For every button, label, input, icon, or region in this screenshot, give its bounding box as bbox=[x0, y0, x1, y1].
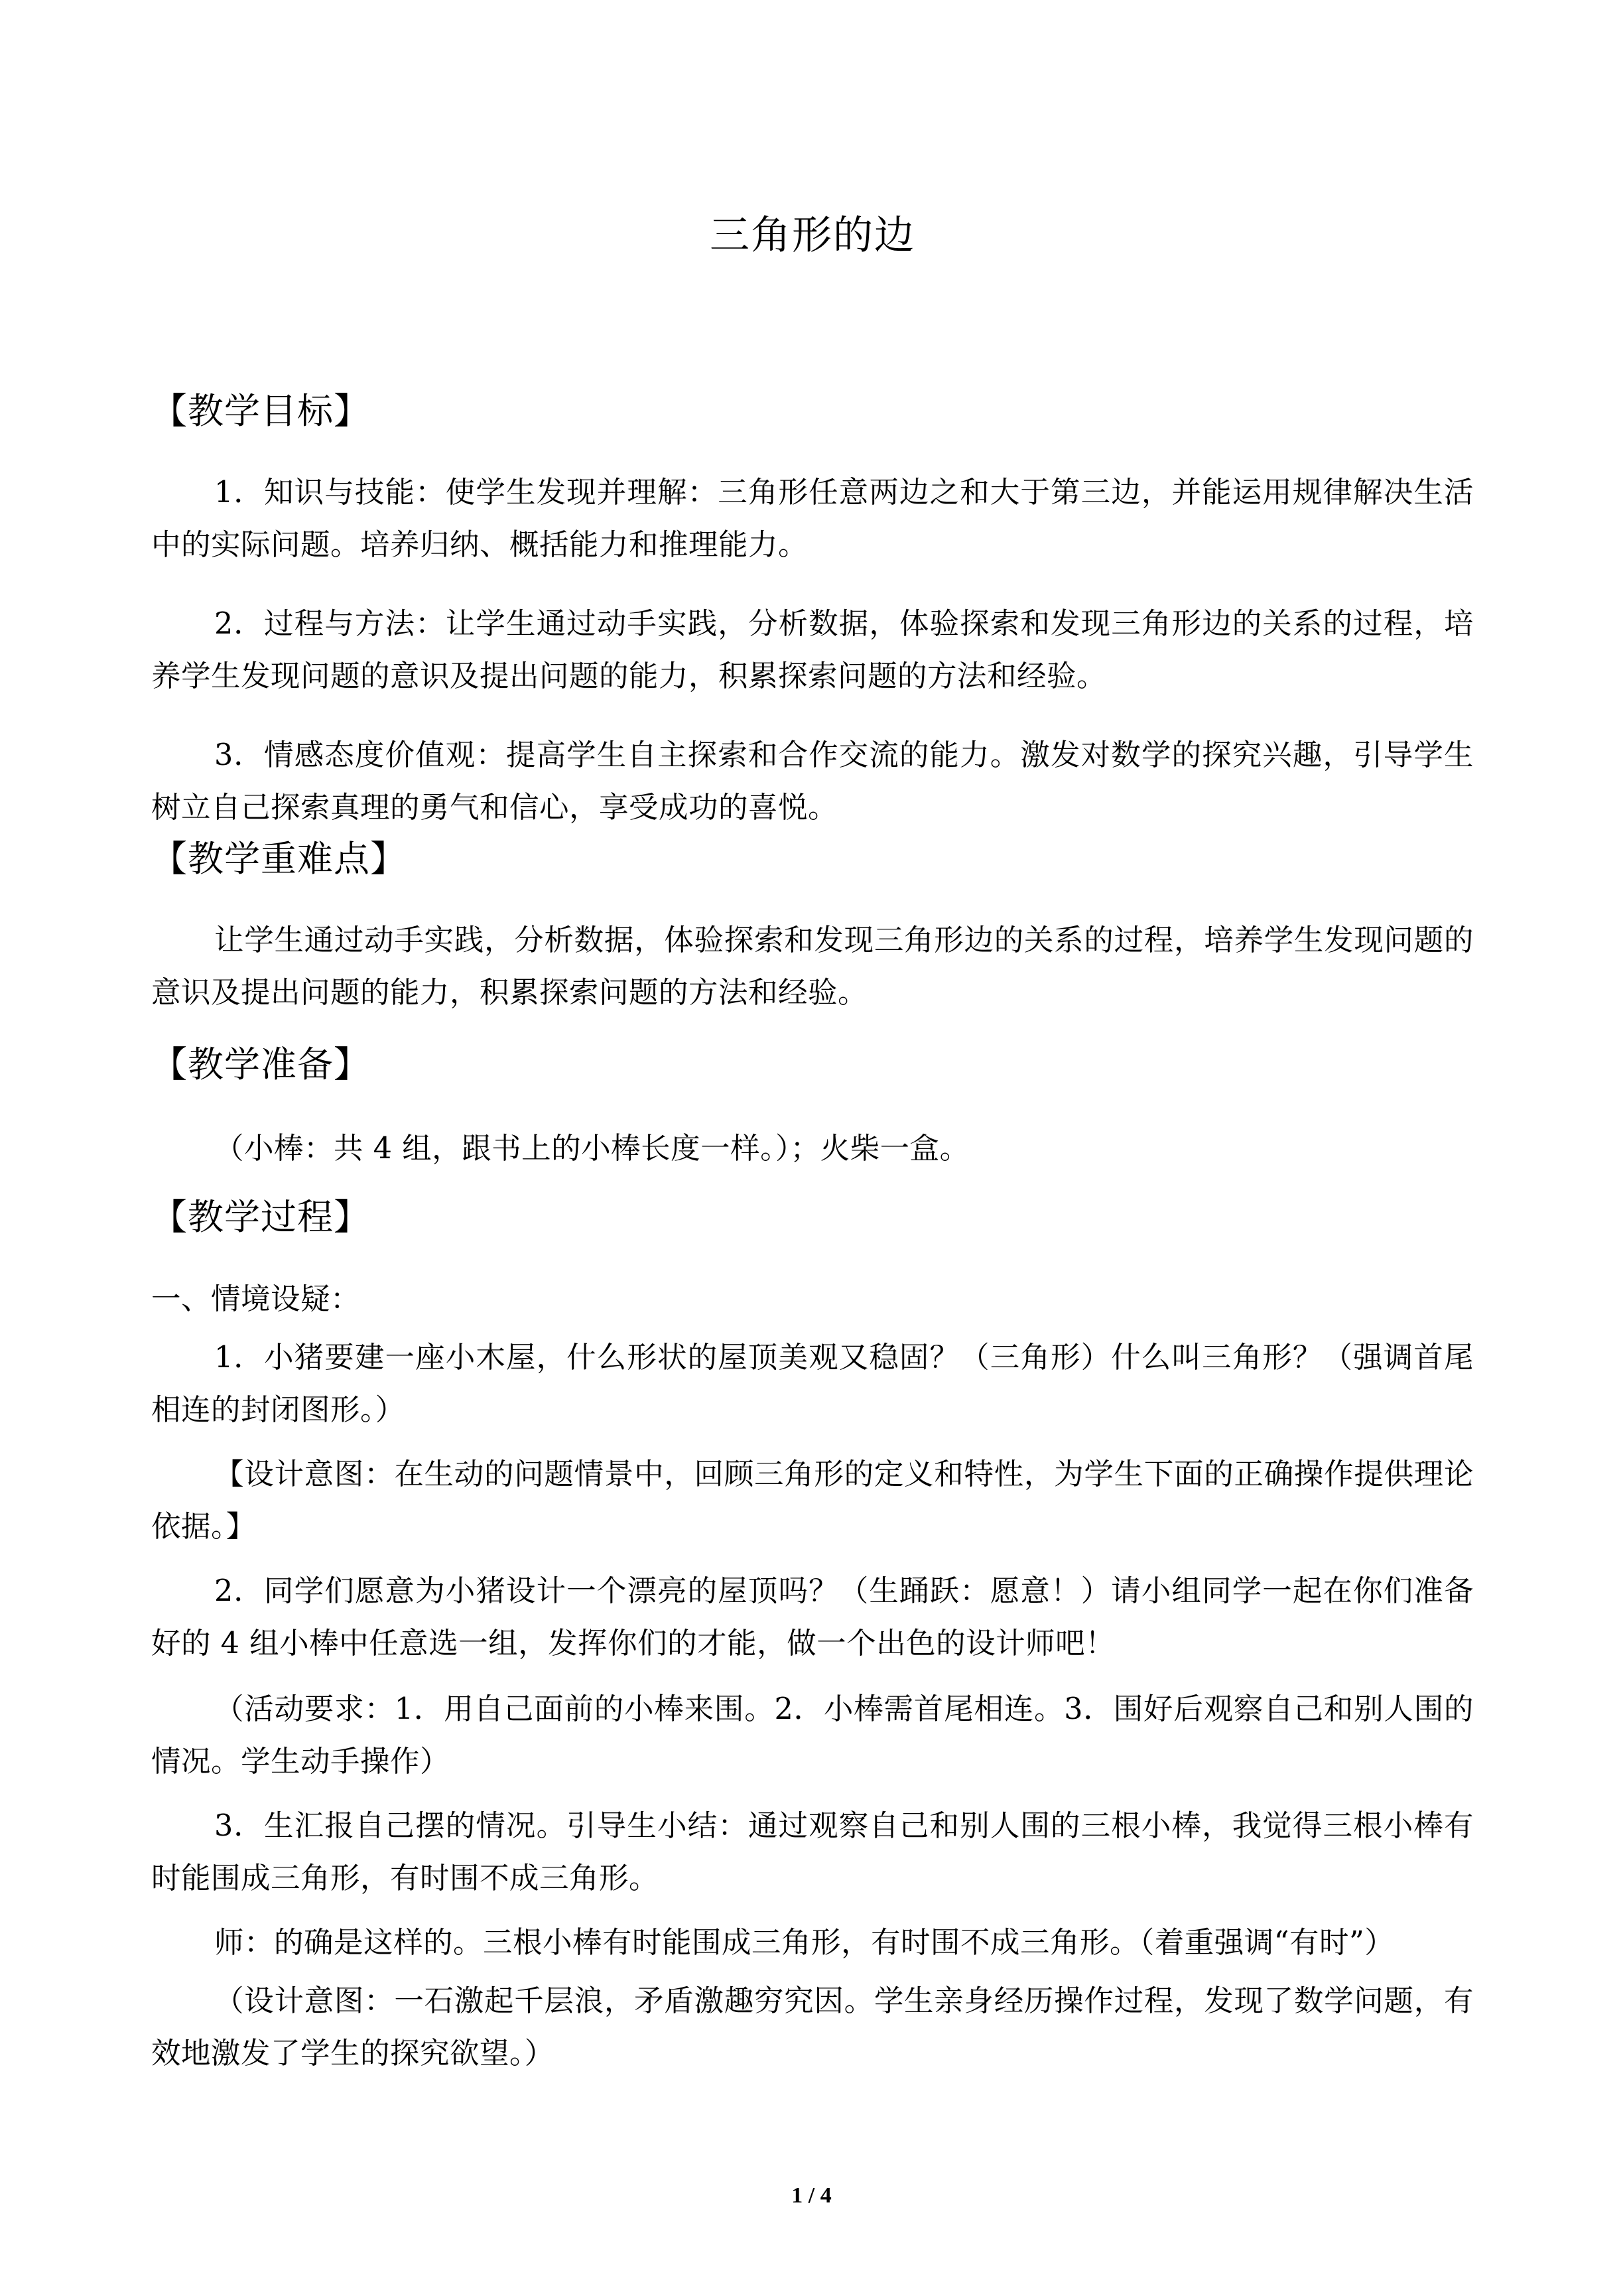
process-paragraph-4: （活动要求：1．用自己面前的小棒来围。2．小棒需首尾相连。3．围好后观察自己和别人围的情况。学生动手操作） bbox=[151, 1692, 1474, 1779]
goal-item-1: 1．知识与技能：使学生发现并理解：三角形任意两边之和大于第三边，并能运用规律解决生活中的实际问题。培养归纳、概括能力和推理能力。 bbox=[151, 476, 1474, 562]
page-number: 1 / 4 bbox=[791, 2183, 832, 2208]
goal-item-2: 2．过程与方法：让学生通过动手实践，分析数据，体验探索和发现三角形边的关系的过程，培养学生发现问题的意识及提出问题的能力，积累探索问题的方法和经验。 bbox=[151, 607, 1474, 693]
process-paragraph-7: （设计意图：一石激起千层浪，矛盾激趣穷究因。学生亲身经历操作过程，发现了数学问题，有效地激发了学生的探究欲望。） bbox=[151, 1984, 1474, 2070]
heading-key-points: 【教学重难点】 bbox=[151, 838, 407, 880]
process-paragraph-3: 2．同学们愿意为小猪设计一个漂亮的屋顶吗？（生踊跃：愿意！）请小组同学一起在你们准备好的 4 组小棒中任意选一组，发挥你们的才能，做一个出色的设计师吧！ bbox=[151, 1574, 1474, 1660]
document-title: 三角形的边 bbox=[710, 212, 915, 259]
preparation-text: （小棒：共 4 组，跟书上的小棒长度一样。）；火柴一盒。 bbox=[214, 1132, 970, 1166]
heading-process: 【教学过程】 bbox=[151, 1196, 370, 1238]
goal-item-3: 3．情感态度价值观：提高学生自主探索和合作交流的能力。激发对数学的探究兴趣，引导学生树立自己探索真理的勇气和信心，享受成功的喜悦。 bbox=[151, 738, 1474, 825]
process-paragraph-1: 1．小猪要建一座小木屋，什么形状的屋顶美观又稳固？（三角形）什么叫三角形？（强调首尾相连的封闭图形。） bbox=[151, 1341, 1474, 1427]
heading-preparation: 【教学准备】 bbox=[151, 1044, 370, 1085]
process-paragraph-5: 3．生汇报自己摆的情况。引导生小结：通过观察自己和别人围的三根小棒，我觉得三根小棒有时能围成三角形，有时围不成三角形。 bbox=[151, 1809, 1474, 1895]
process-subheading: 一、情境设疑： bbox=[151, 1282, 361, 1316]
key-points-text: 让学生通过动手实践，分析数据，体验探索和发现三角形边的关系的过程，培养学生发现问题的意识及提出问题的能力，积累探索问题的方法和经验。 bbox=[151, 923, 1474, 1010]
process-paragraph-2: 【设计意图：在生动的问题情景中，回顾三角形的定义和特性，为学生下面的正确操作提供理论依据。】 bbox=[151, 1457, 1474, 1544]
process-paragraph-6: 师：的确是这样的。三根小棒有时能围成三角形，有时围不成三角形。（着重强调“有时”） bbox=[214, 1926, 1395, 1960]
heading-teaching-goals: 【教学目标】 bbox=[151, 390, 370, 432]
